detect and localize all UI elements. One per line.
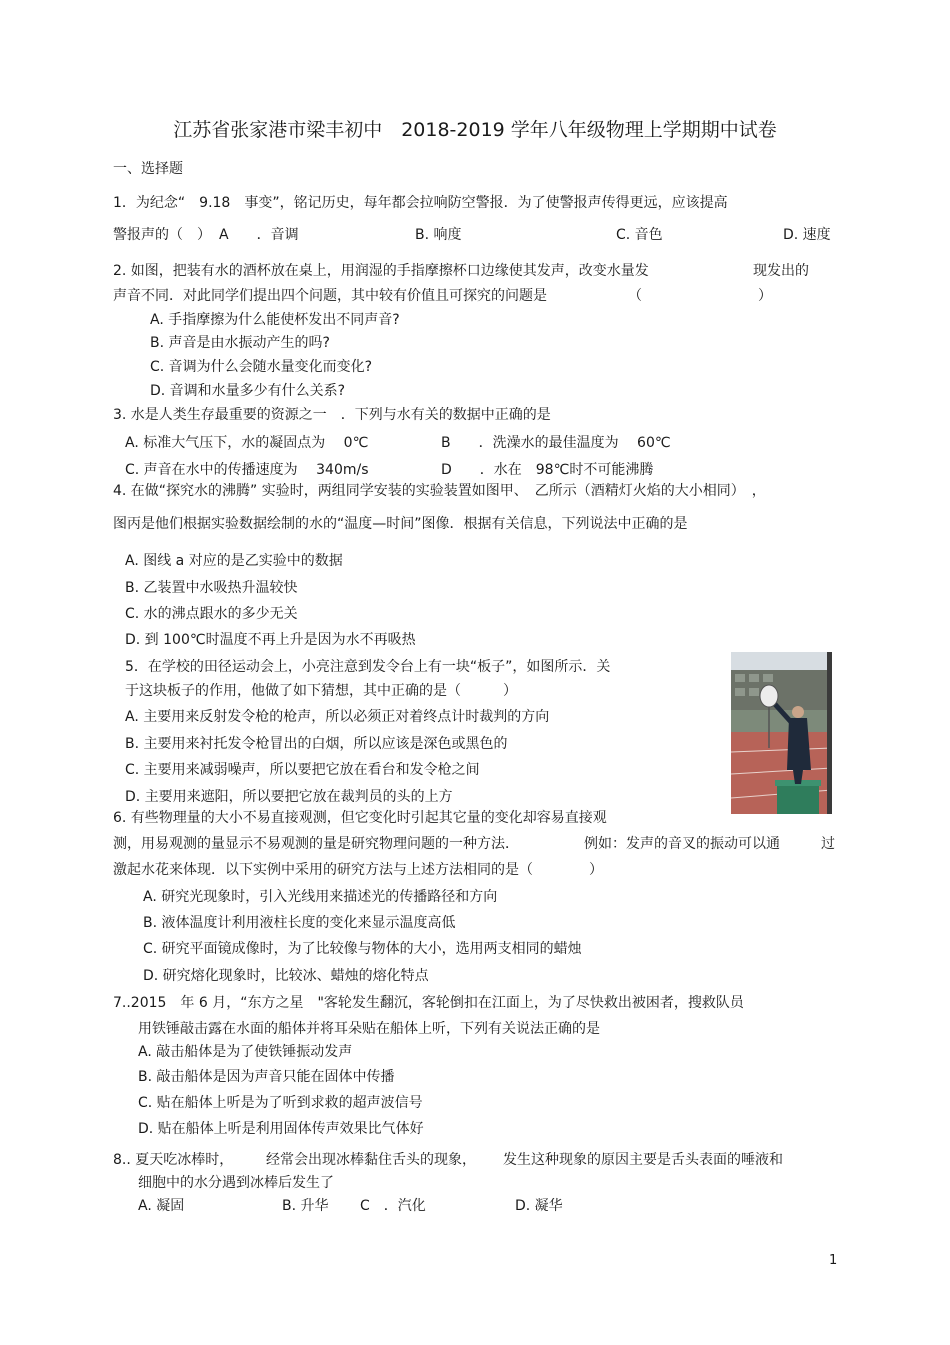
q6-stem-line3: 激起水花来体现．以下实例中采用的研究方法与上述方法相同的是（ ） xyxy=(113,862,603,878)
starter-photo-illustration xyxy=(731,652,832,814)
q8-option-c: C ．汽化 xyxy=(360,1198,426,1214)
q3-option-b: B ．洗澡水的最佳温度为 60℃ xyxy=(441,435,671,451)
q4-option-c: C. 水的沸点跟水的多少无关 xyxy=(125,606,298,622)
q2-paren-close: ） xyxy=(758,288,772,304)
q8-stem-line2: 细胞中的水分遇到冰棒后发生了 xyxy=(138,1175,334,1191)
q7-option-b: B. 敲击船体是因为声音只能在固体中传播 xyxy=(138,1069,395,1085)
q2-stem-line1b: 现发出的 xyxy=(753,263,809,279)
q4-option-a: A. 图线 a 对应的是乙实验中的数据 xyxy=(125,553,343,569)
q3-option-d: D ．水在 98℃时不可能沸腾 xyxy=(441,462,654,478)
q6-option-b: B. 液体温度计利用液柱长度的变化来显示温度高低 xyxy=(143,915,456,931)
q2-option-b: B. 声音是由水振动产生的吗? xyxy=(150,335,330,351)
q4-option-b: B. 乙装置中水吸热升温较快 xyxy=(125,580,298,596)
q5-stem-line2: 于这块板子的作用，他做了如下猜想，其中正确的是（ ） xyxy=(125,683,517,699)
q7-option-d: D. 贴在船体上听是利用固体传声效果比气体好 xyxy=(138,1121,424,1137)
q5-option-c: C. 主要用来减弱噪声，所以要把它放在看台和发令枪之间 xyxy=(125,762,480,778)
q6-stem-line2a: 测，用易观测的量显示不易观测的量是研究物理问题的一种方法． xyxy=(113,836,519,852)
q4-stem-line2: 图丙是他们根据实验数据绘制的水的“温度—时间”图像．根据有关信息，下列说法中正确的是 xyxy=(113,516,688,532)
q1-option-d: D. 速度 xyxy=(783,227,831,243)
q7-option-c: C. 贴在船体上听是为了听到求救的超声波信号 xyxy=(138,1095,423,1111)
q6-stem-line1: 6. 有些物理量的大小不易直接观测，但它变化时引起其它量的变化却容易直接观 xyxy=(113,810,607,826)
q8-stem-line1a: 8.. 夏天吃冰棒时， xyxy=(113,1152,234,1168)
q8-stem-line1b: 经常会出现冰棒黏住舌头的现象， xyxy=(266,1152,476,1168)
q8-stem-line1c: 发生这种现象的原因主要是舌头表面的唾液和 xyxy=(503,1152,783,1168)
q8-option-b: B. 升华 xyxy=(282,1198,329,1214)
starter-platform-photo xyxy=(731,652,832,814)
q4-stem-line1: 4. 在做“探究水的沸腾” 实验时，两组同学安装的实验装置如图甲、 乙所示（酒精灯火焰的大小相同） ， xyxy=(113,483,766,499)
q8-option-d: D. 凝华 xyxy=(515,1198,563,1214)
q6-option-d: D. 研究熔化现象时，比较冰、蜡烛的熔化特点 xyxy=(143,968,429,984)
q3-stem: 3. 水是人类生存最重要的资源之一 ．下列与水有关的数据中正确的是 xyxy=(113,407,551,423)
q2-stem-line2: 声音不同．对此同学们提出四个问题，其中较有价值且可探究的问题是 xyxy=(113,288,547,304)
q2-option-c: C. 音调为什么会随水量变化而变化? xyxy=(150,359,373,375)
q6-stem-line2c: 过 xyxy=(821,836,835,852)
page-title: 江苏省张家港市梁丰初中 2018-2019 学年八年级物理上学期期中试卷 xyxy=(173,119,777,141)
q8-option-a: A. 凝固 xyxy=(138,1198,185,1214)
q3-option-a: A. 标准大气压下，水的凝固点为 0℃ xyxy=(125,435,369,451)
q5-option-b: B. 主要用来衬托发令枪冒出的白烟，所以应该是深色或黑色的 xyxy=(125,736,508,752)
q1-option-b: B. 响度 xyxy=(415,227,462,243)
q5-option-d: D. 主要用来遮阳，所以要把它放在裁判员的头的上方 xyxy=(125,789,453,805)
q2-option-d: D. 音调和水量多少有什么关系? xyxy=(150,383,346,399)
q7-stem-line2: 用铁锤敲击露在水面的船体并将耳朵贴在船体上听，下列有关说法正确的是 xyxy=(138,1021,600,1037)
q1-stem-line2: 警报声的（ ） xyxy=(113,227,211,243)
q5-stem-line1: 5．在学校的田径运动会上，小亮注意到发令台上有一块“板子”，如图所示．关 xyxy=(125,659,611,675)
section-heading: 一、选择题 xyxy=(113,161,183,177)
q5-option-a: A. 主要用来反射发令枪的枪声，所以必须正对着终点计时裁判的方向 xyxy=(125,709,550,725)
q1-option-a: A ．音调 xyxy=(219,227,299,243)
q6-option-a: A. 研究光现象时，引入光线用来描述光的传播路径和方向 xyxy=(143,889,498,905)
page-number: 1 xyxy=(829,1253,838,1268)
q2-paren-open: （ xyxy=(628,288,642,304)
q7-option-a: A. 敲击船体是为了使铁锤振动发声 xyxy=(138,1044,353,1060)
q4-option-d: D. 到 100℃时温度不再上升是因为水不再吸热 xyxy=(125,632,416,648)
q1-option-c: C. 音色 xyxy=(616,227,663,243)
q2-stem-line1a: 2. 如图，把装有水的酒杯放在桌上，用润湿的手指摩擦杯口边缘使其发声，改变水量发 xyxy=(113,263,649,279)
q7-stem-line1: 7..2015 年 6 月，“东方之星 "客轮发生翻沉，客轮倒扣在江面上，为了尽快救出被困者，搜救队员 xyxy=(113,995,744,1011)
q6-stem-line2b: 例如：发声的音叉的振动可以通 xyxy=(584,836,780,852)
q1-stem-line1: 1．为纪念“ 9.18 事变”，铭记历史，每年都会拉响防空警报．为了使警报声传得更远，应该提高 xyxy=(113,195,728,211)
q3-option-c: C. 声音在水中的传播速度为 340m/s xyxy=(125,462,369,478)
q2-option-a: A. 手指摩擦为什么能使杯发出不同声音? xyxy=(150,312,400,328)
q6-option-c: C. 研究平面镜成像时，为了比较像与物体的大小，选用两支相同的蜡烛 xyxy=(143,941,582,957)
